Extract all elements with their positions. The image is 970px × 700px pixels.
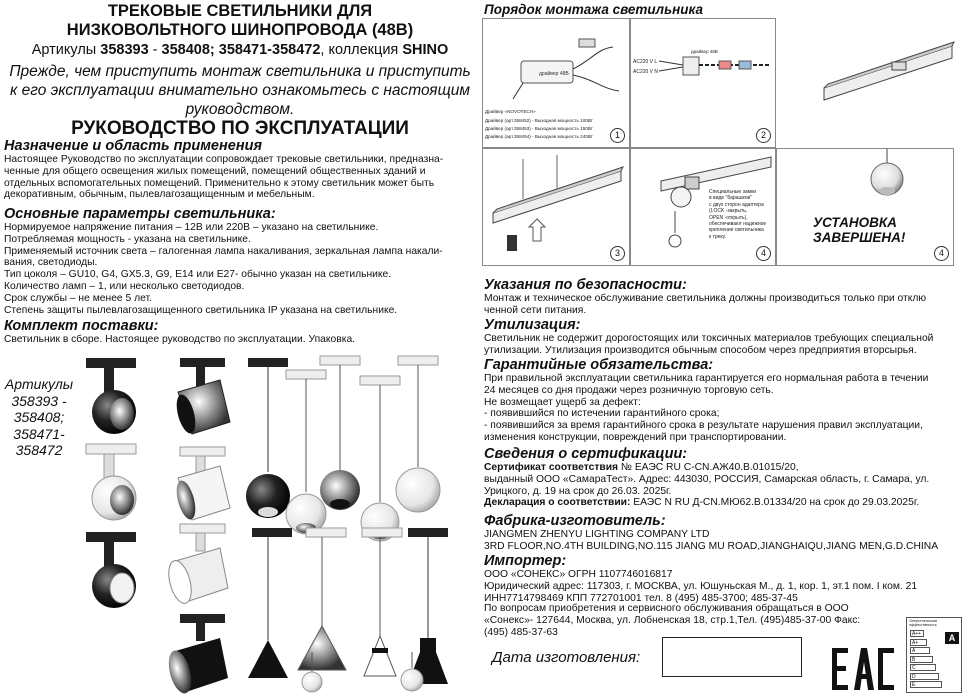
- product-title-line1: ТРЕКОВЫЕ СВЕТИЛЬНИКИ ДЛЯ: [107, 2, 373, 20]
- svg-text:AC220 V N: AC220 V N: [633, 69, 659, 75]
- purpose-section: [4, 138, 476, 201]
- step-number: 3: [610, 246, 625, 261]
- svg-text:Драйвер (арт.358453) - Выходна: Драйвер (арт.358453) - Выходная мощность 150Вт: [485, 126, 593, 131]
- energy-label-title: Энергетическая эффективность: [909, 619, 938, 628]
- energy-grade: A: [945, 632, 959, 644]
- pendant-white-white: [360, 376, 400, 541]
- params-heading: Основные параметры светильника:: [4, 206, 276, 222]
- step-number: 1: [610, 128, 625, 143]
- params-text: Нормируемое напряжение питания – 12В или 220В – указано на светильнике. Потребляемая мощность - указана на светильнике. Применяемый источник света – галогенная лампа накаливания, зеркальная лампа накали- вания, светодиоды. Тип цоколя – GU10, G4, GX5.3, G9, E14 или E27- обычно указан на светильнике. Количество ламп – 1, или несколько светодиодов. Срок службы – не менее 5 лет. Степень защиты пылевлагозащищенного светильника IP указана на светильнике.: [4, 222, 443, 316]
- articles-line: Артикулы 358393 - 358408; 358471-358472, коллекция SHINO: [31, 42, 449, 58]
- eac-mark: [832, 648, 894, 690]
- spot-cone-black2: [165, 614, 228, 696]
- driver-label: драйвер 48В: [539, 71, 569, 77]
- install-step-2: [630, 18, 776, 148]
- lock-note: Специальные замки в виде "барашков" с двух сторон адаптера (LOCK -закрыть, OPEN -открыть), обеспечивают надежное крепление светильника к треку.: [709, 189, 767, 240]
- install-step-3: [482, 148, 630, 266]
- spot-cone-white: [173, 447, 230, 521]
- done-diagram: [777, 149, 953, 265]
- safety-heading: Указания по безопасности:: [484, 277, 687, 293]
- spot-black-chrome: [86, 358, 136, 434]
- mount-diagram: [483, 149, 629, 265]
- energy-class-5: D: [910, 673, 939, 680]
- driver-diagram: [483, 19, 629, 147]
- warranty-section: Гарантийные обязательства: При правильной эксплуатации светильника гарантируется его нормальная работа в течении 24 месяцев со дня продажи через розничную торговую сеть. Не возмещает ущерб за дефект: - появившийся по истечении гарантийного срока; - появившийся за время гарантийного срока в результате нарушения правил эксплуатации, изменения конструкции, повреждений при транспортировании.: [484, 357, 964, 444]
- importer-section: Импортер: ООО «СОНЕКС» ОГРН 1107746016817 Юридический адрес: 117303, г. МОСКВА, ул. Юшуньская М., д. 1, кор. 1, эт.1 пом. I ком. 21 ИНН7714798469 КПП 772701001 тел. 8 (495) 485-3700; 485-37-45: [484, 553, 964, 604]
- pendant-white-ball: [396, 356, 440, 512]
- safety-section: Указания по безопасности: Монтаж и техническое обслуживание светильника должны производиться только при отклю ченной сети питания.: [484, 277, 964, 317]
- kit-heading: Комплект поставки:: [4, 318, 159, 334]
- pendant-cone-black: [248, 528, 292, 678]
- contacts-section: По вопросам приобретения и сервисного обслуживания обращаться в ООО «Сонекс»- 127644, Москва, ул. Лобненская 18, стр.1,Тел. (495)485-37-00 Факс: (495) 485-37-63: [484, 603, 861, 638]
- step-number: 4: [934, 246, 949, 261]
- svg-text:AC220 V L: AC220 V L: [633, 59, 658, 65]
- warning-text: Прежде, чем приступить монтаж светильника и приступить к его эксплуатации внимательно ознакомьтесь с настоящим руководством.: [9, 63, 471, 118]
- factory-section: Фабрика-изготовитель: JIANGMEN ZHENYU LIGHTING COMPANY LTD 3RD FLOOR,NO.4TH BUILDING,NO.115 JIANG MU ROAD,JIANGHAIQU,JIANG MEN,G.D.CHINA: [484, 513, 964, 553]
- pendant-black-ball: [246, 358, 290, 518]
- install-heading: Порядок монтажа светильника: [484, 2, 704, 17]
- spot-white-chrome: [86, 444, 136, 520]
- install-done-text: УСТАНОВКА ЗАВЕРШЕНА!: [813, 215, 906, 245]
- energy-class-2: A: [910, 647, 930, 654]
- energy-class-0: A++: [910, 630, 924, 637]
- pendant-bell-black: [408, 528, 448, 684]
- disposal-section: Утилизация: Светильник не содержит дорогостоящих или токсичных материалов требующих специальной утилизации. Утилизация производится обычным способом через предприятия вторсырья.: [484, 317, 964, 357]
- production-date-box[interactable]: [662, 637, 802, 677]
- kit-text: Светильник в сборе. Настоящее руководство по эксплуатации. Упаковка.: [4, 334, 356, 345]
- energy-class-6: E: [910, 681, 942, 688]
- svg-text:Драйвер «NOVOTECH»: Драйвер «NOVOTECH»: [485, 109, 536, 114]
- certification-section: Сведения о сертификации: Сертификат соответствия № ЕАЭС RU С-CN.АЖ40.В.01015/20, выданный ООО «СамараТест». Адрес: 443030, РОССИЯ, Самарская область, г. Самара, ул. Урицкого, д. 19 на срок до 26.03. 2025г. Декларация о соответствии: ЕАЭС N RU Д-CN.МЮ62.В.01334/20 на срок до 29.03.2025г.: [484, 446, 968, 509]
- svg-text:драйвер 48В: драйвер 48В: [691, 49, 718, 54]
- production-date-label: Дата изготовления:: [492, 649, 641, 666]
- install-step-rail: [776, 18, 956, 148]
- install-step-4: [630, 148, 776, 266]
- product-title: [0, 2, 480, 40]
- rail-diagram: [776, 18, 956, 148]
- energy-class-4: C: [910, 664, 936, 671]
- energy-label: [906, 617, 962, 693]
- install-step-1: [482, 18, 630, 148]
- product-title-line2: НИЗКОВОЛЬТНОГО ШИНОПРОВОДА (48В): [66, 21, 414, 39]
- product-illustrations: [80, 352, 460, 698]
- spot-cone-white2: [165, 524, 228, 606]
- params-section: [4, 206, 476, 316]
- install-step-done: [776, 148, 954, 266]
- certification-heading: Сведения о сертификации:: [484, 446, 688, 462]
- factory-heading: Фабрика-изготовитель:: [484, 513, 666, 529]
- side-articles: Артикулы 358393 - 358408; 358471- 358472: [4, 376, 74, 458]
- step-number: 4: [756, 246, 771, 261]
- manual-title: РУКОВОДСТВО ПО ЭКСПЛУАТАЦИИ: [71, 118, 409, 139]
- wiring-diagram: [631, 19, 775, 147]
- purpose-text: Настоящее Руководство по эксплуатации сопровождает трековые светильники, предназна- ченные для общего освещения жилых помещений, помещений общественных зданий и отдельных вспомогательных помещений. Применительно к этому светильник может быть декоративным, обычным, пылевлагозащищенным и мебельным.: [4, 154, 444, 201]
- warranty-heading: Гарантийные обязательства:: [484, 357, 714, 373]
- step-number: 2: [756, 128, 771, 143]
- svg-text:Драйвер (арт.358452) - Выходна: Драйвер (арт.358452) - Выходная мощность 100Вт: [485, 118, 593, 123]
- importer-heading: Импортер:: [484, 553, 567, 569]
- disposal-heading: Утилизация:: [484, 317, 581, 333]
- pendant-cone-white-black: [362, 528, 402, 676]
- pendant-white-chrome: [286, 370, 326, 534]
- kit-section: [4, 318, 476, 346]
- energy-class-3: B: [910, 656, 933, 663]
- pendant-cone-chrome: [298, 528, 346, 670]
- svg-text:Драйвер (арт.358454) - Выходна: Драйвер (арт.358454) - Выходная мощность 240Вт: [485, 134, 593, 139]
- spot-cone-black: [173, 358, 230, 435]
- purpose-heading: Назначение и область применения: [4, 138, 262, 154]
- spot-black-white: [86, 532, 136, 608]
- energy-class-1: A+: [910, 639, 927, 646]
- energy-class-bars: [910, 630, 942, 690]
